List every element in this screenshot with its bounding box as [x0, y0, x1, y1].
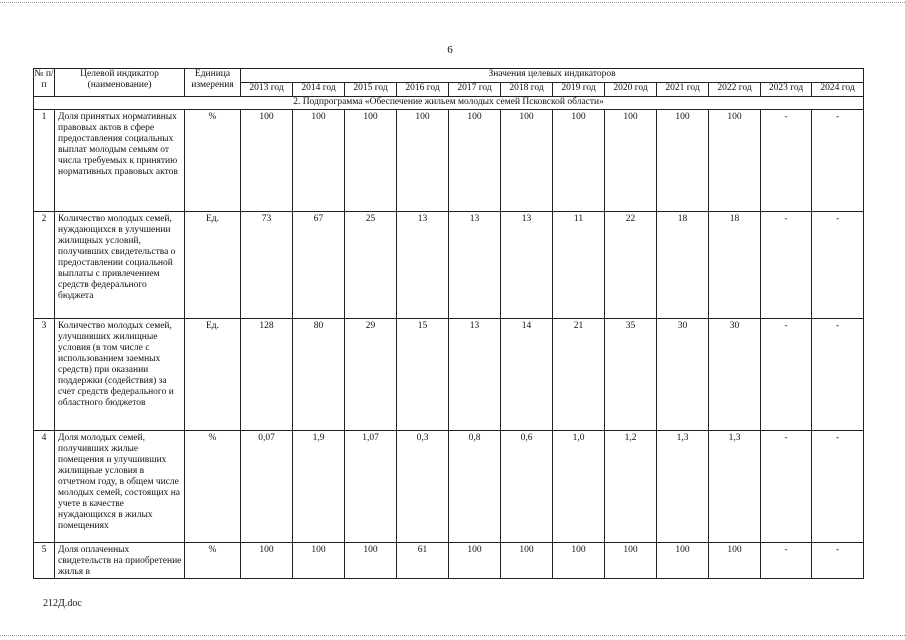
value-cell: 1,3 — [657, 431, 709, 543]
header-year: 2019 год — [553, 83, 605, 97]
unit-cell: % — [185, 431, 241, 543]
indicator-name: Доля оплаченных свидетельств на приобретение жилья в — [55, 543, 185, 579]
value-cell: - — [761, 431, 812, 543]
value-cell: - — [761, 212, 812, 319]
row-number: 1 — [34, 110, 55, 212]
value-cell: - — [812, 212, 864, 319]
value-cell: 100 — [345, 543, 397, 579]
header-year: 2017 год — [449, 83, 501, 97]
value-cell: 73 — [241, 212, 293, 319]
value-cell: 0,6 — [501, 431, 553, 543]
unit-cell: Ед. — [185, 319, 241, 431]
value-cell: 100 — [501, 543, 553, 579]
value-cell: 1,9 — [293, 431, 345, 543]
value-cell: 100 — [449, 110, 501, 212]
value-cell: 100 — [241, 543, 293, 579]
unit-cell: Ед. — [185, 212, 241, 319]
value-cell: 13 — [449, 212, 501, 319]
value-cell: - — [812, 543, 864, 579]
header-num: № п/п — [34, 69, 55, 97]
header-year: 2022 год — [709, 83, 761, 97]
value-cell: 80 — [293, 319, 345, 431]
value-cell: 100 — [501, 110, 553, 212]
indicator-name: Количество молодых семей, улучшивших жилищные условия (в том числе с использованием заемных средств) при оказании поддержки (содействия) за счет средств федерального и областного бюджетов — [55, 319, 185, 431]
header-year: 2023 год — [761, 83, 812, 97]
table-row — [34, 110, 864, 212]
footer-filename: 212Д.doc — [43, 598, 82, 609]
value-cell: 15 — [397, 319, 449, 431]
header-values-title: Значения целевых индикаторов — [241, 69, 864, 83]
value-cell: 1,0 — [553, 431, 605, 543]
value-cell: - — [761, 319, 812, 431]
value-cell: 22 — [605, 212, 657, 319]
value-cell: 100 — [553, 110, 605, 212]
value-cell: 67 — [293, 212, 345, 319]
value-cell: 100 — [397, 110, 449, 212]
value-cell: - — [761, 110, 812, 212]
value-cell: 1,2 — [605, 431, 657, 543]
value-cell: 18 — [657, 212, 709, 319]
value-cell: 29 — [345, 319, 397, 431]
value-cell: 100 — [657, 110, 709, 212]
top-scan-edge — [0, 2, 905, 3]
header-year: 2013 год — [241, 83, 293, 97]
header-year: 2016 год — [397, 83, 449, 97]
value-cell: 0,3 — [397, 431, 449, 543]
value-cell: 13 — [397, 212, 449, 319]
value-cell: 1,3 — [709, 431, 761, 543]
value-cell: 1,07 — [345, 431, 397, 543]
table-row — [34, 319, 864, 431]
row-number: 5 — [34, 543, 55, 579]
value-cell: 100 — [345, 110, 397, 212]
unit-cell: % — [185, 110, 241, 212]
header-indicator: Целевой индикатор (наименование) — [55, 69, 185, 97]
value-cell: 25 — [345, 212, 397, 319]
bottom-scan-edge — [0, 635, 905, 636]
value-cell: 100 — [657, 543, 709, 579]
header-unit: Единица измерения — [185, 69, 241, 97]
header-year: 2020 год — [605, 83, 657, 97]
value-cell: 0,8 — [449, 431, 501, 543]
header-year: 2024 год — [812, 83, 864, 97]
value-cell: - — [812, 319, 864, 431]
value-cell: 30 — [657, 319, 709, 431]
row-number: 3 — [34, 319, 55, 431]
value-cell: 100 — [709, 110, 761, 212]
value-cell: 13 — [449, 319, 501, 431]
value-cell: 61 — [397, 543, 449, 579]
unit-cell: % — [185, 543, 241, 579]
value-cell: 35 — [605, 319, 657, 431]
value-cell: - — [761, 543, 812, 579]
table-row — [34, 212, 864, 319]
value-cell: 100 — [293, 543, 345, 579]
row-number: 2 — [34, 212, 55, 319]
indicator-name: Количество молодых семей, нуждающихся в улучшении жилищных условий, получивших свидетельства о предоставлении социальной выплаты с привлечением средств федерального бюджета — [55, 212, 185, 319]
indicator-name: Доля молодых семей, получивших жилые помещения и улучшивших жилищные условия в отчетном году, в общем числе молодых семей, состоящих на учете в качестве нуждающихся в жилых помещениях — [55, 431, 185, 543]
value-cell: 100 — [709, 543, 761, 579]
value-cell: 18 — [709, 212, 761, 319]
value-cell: 100 — [293, 110, 345, 212]
header-year: 2018 год — [501, 83, 553, 97]
page-number: 6 — [447, 44, 453, 56]
value-cell: 100 — [605, 110, 657, 212]
value-cell: 100 — [241, 110, 293, 212]
value-cell: 100 — [605, 543, 657, 579]
section-title: 2. Подпрограмма «Обеспечение жильем молодых семей Псковской области» — [34, 97, 864, 110]
value-cell: 128 — [241, 319, 293, 431]
header-year: 2014 год — [293, 83, 345, 97]
value-cell: 0,07 — [241, 431, 293, 543]
header-year: 2015 год — [345, 83, 397, 97]
table-row — [34, 431, 864, 543]
header-year: 2021 год — [657, 83, 709, 97]
value-cell: 13 — [501, 212, 553, 319]
table-row — [34, 543, 864, 579]
value-cell: 11 — [553, 212, 605, 319]
value-cell: 21 — [553, 319, 605, 431]
value-cell: 14 — [501, 319, 553, 431]
value-cell: 100 — [449, 543, 501, 579]
value-cell: - — [812, 431, 864, 543]
indicator-name: Доля принятых нормативных правовых актов в сфере предоставления социальных выплат молодым семьям от числа требуемых к принятию нормативных правовых актов — [55, 110, 185, 212]
row-number: 4 — [34, 431, 55, 543]
value-cell: 100 — [553, 543, 605, 579]
value-cell: 30 — [709, 319, 761, 431]
indicators-table — [33, 68, 864, 579]
value-cell: - — [812, 110, 864, 212]
